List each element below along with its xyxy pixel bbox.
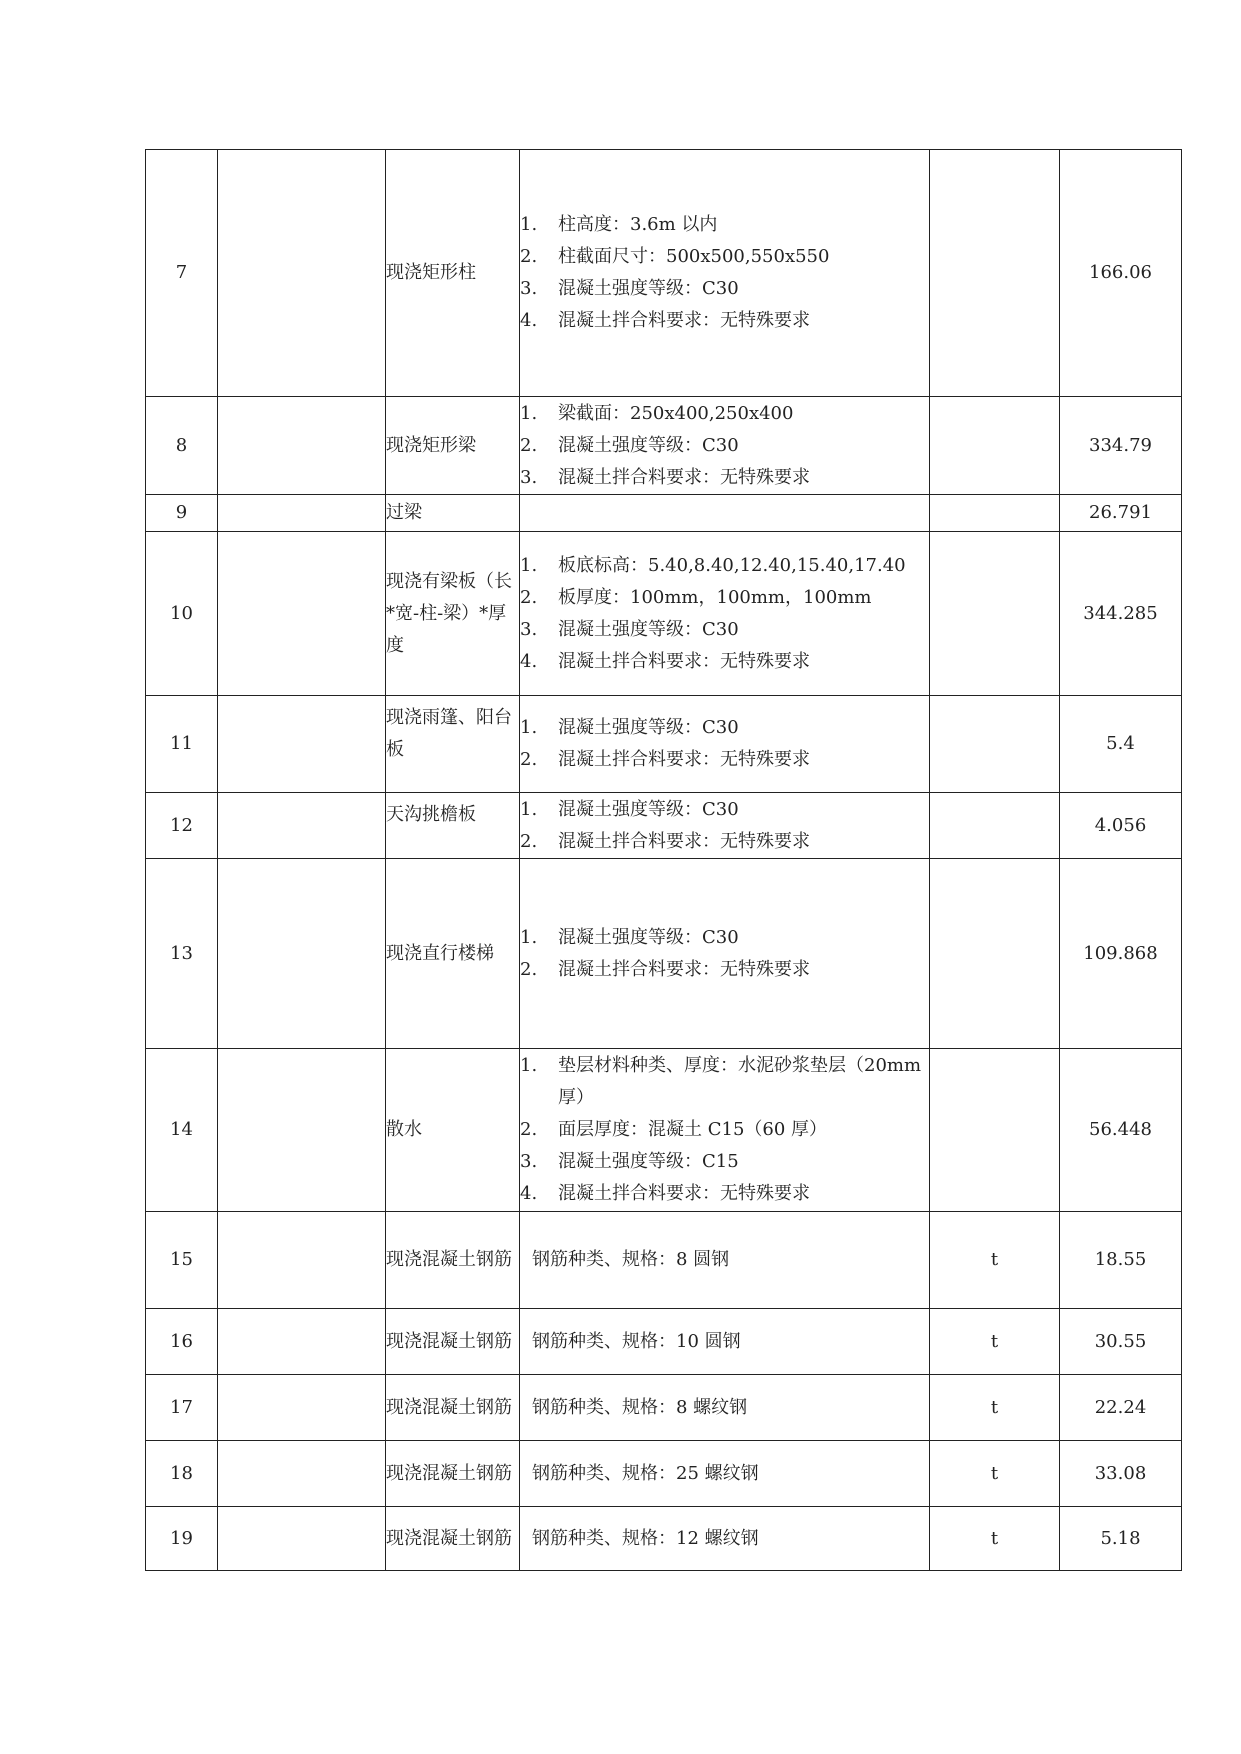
item-name: 现浇混凝土钢筋 — [386, 1375, 520, 1441]
item-code — [218, 150, 386, 397]
table-row — [146, 1441, 1182, 1507]
item-features — [520, 859, 930, 1049]
item-name: 现浇混凝土钢筋 — [386, 1441, 520, 1507]
table-row — [146, 793, 1182, 859]
item-code — [218, 1309, 386, 1375]
item-name: 现浇矩形柱 — [386, 150, 520, 397]
item-name: 现浇混凝土钢筋 — [386, 1309, 520, 1375]
table-row — [146, 532, 1182, 696]
item-quantity: 5.18 — [1060, 1507, 1182, 1571]
item-number: 10 — [146, 532, 218, 696]
table-row — [146, 1309, 1182, 1375]
table-row — [146, 495, 1182, 532]
feature-line: 1. 板底标高：5.40,8.40,12.40,15.40,17.40 — [520, 554, 906, 576]
item-unit — [930, 397, 1060, 495]
feature-line: 1. 柱高度：3.6m 以内 — [520, 214, 718, 235]
item-code — [218, 1507, 386, 1571]
item-number: 16 — [146, 1309, 218, 1375]
item-number: 11 — [146, 696, 218, 793]
item-unit: t — [930, 1212, 1060, 1309]
feature-line: 1. 垫层材料种类、厚度：水泥砂浆垫层（20mm 厚） — [520, 1055, 922, 1108]
item-name: 过梁 — [386, 495, 520, 532]
item-quantity: 5.4 — [1060, 696, 1182, 793]
item-spec: 钢筋种类、规格：12 螺纹钢 — [520, 1507, 930, 1571]
table-row — [146, 1375, 1182, 1441]
item-number: 7 — [146, 150, 218, 397]
item-code — [218, 696, 386, 793]
item-quantity: 33.08 — [1060, 1441, 1182, 1507]
item-code — [218, 793, 386, 859]
feature-line: 1. 混凝土强度等级：C30 — [520, 798, 739, 820]
item-spec: 钢筋种类、规格：8 螺纹钢 — [520, 1375, 930, 1441]
item-number: 18 — [146, 1441, 218, 1507]
item-code — [218, 1049, 386, 1212]
feature-line: 3. 混凝土强度等级：C30 — [520, 618, 739, 640]
item-unit — [930, 859, 1060, 1049]
item-features — [520, 397, 930, 495]
item-code — [218, 532, 386, 696]
item-code — [218, 397, 386, 495]
item-unit: t — [930, 1507, 1060, 1571]
feature-line: 2. 混凝土拌合料要求：无特殊要求 — [520, 958, 810, 980]
item-spec: 钢筋种类、规格：10 圆钢 — [520, 1309, 930, 1375]
table-row — [146, 1507, 1182, 1571]
item-unit — [930, 532, 1060, 696]
feature-line: 3. 混凝土强度等级：C30 — [520, 278, 739, 299]
item-quantity: 334.79 — [1060, 397, 1182, 495]
item-number: 17 — [146, 1375, 218, 1441]
item-unit — [930, 150, 1060, 397]
item-spec: 钢筋种类、规格：25 螺纹钢 — [520, 1441, 930, 1507]
table-row — [146, 1049, 1182, 1212]
feature-line: 2. 混凝土拌合料要求：无特殊要求 — [520, 749, 810, 770]
item-features — [520, 793, 930, 859]
item-number: 14 — [146, 1049, 218, 1212]
item-name: 现浇雨篷、阳台板 — [386, 696, 520, 793]
item-code — [218, 1441, 386, 1507]
table-row — [146, 1212, 1182, 1309]
item-unit — [930, 696, 1060, 793]
item-unit: t — [930, 1375, 1060, 1441]
item-quantity: 56.448 — [1060, 1049, 1182, 1212]
item-unit — [930, 495, 1060, 532]
item-code — [218, 859, 386, 1049]
item-spec: 钢筋种类、规格：8 圆钢 — [520, 1212, 930, 1309]
feature-line: 4. 混凝土拌合料要求：无特殊要求 — [520, 1183, 810, 1204]
item-features — [520, 150, 930, 397]
item-code — [218, 1375, 386, 1441]
feature-line: 1. 混凝土强度等级：C30 — [520, 926, 739, 948]
item-name: 现浇矩形梁 — [386, 397, 520, 495]
item-unit: t — [930, 1309, 1060, 1375]
item-number: 13 — [146, 859, 218, 1049]
item-unit — [930, 793, 1060, 859]
feature-line: 3. 混凝土拌合料要求：无特殊要求 — [520, 466, 810, 488]
item-name: 散水 — [386, 1049, 520, 1212]
feature-line: 2. 面层厚度：混凝土 C15（60 厚） — [520, 1119, 828, 1140]
item-unit — [930, 1049, 1060, 1212]
item-number: 15 — [146, 1212, 218, 1309]
item-quantity: 22.24 — [1060, 1375, 1182, 1441]
feature-line: 1. 混凝土强度等级：C30 — [520, 717, 739, 738]
item-quantity: 109.868 — [1060, 859, 1182, 1049]
table-row — [146, 150, 1182, 397]
table-row — [146, 397, 1182, 495]
feature-line: 2. 板厚度：100mm，100mm，100mm — [520, 586, 872, 608]
item-number: 19 — [146, 1507, 218, 1571]
item-features — [520, 696, 930, 793]
item-features — [520, 532, 930, 696]
item-quantity: 30.55 — [1060, 1309, 1182, 1375]
item-number: 12 — [146, 793, 218, 859]
item-name: 天沟挑檐板 — [386, 793, 520, 859]
feature-line: 4. 混凝土拌合料要求：无特殊要求 — [520, 650, 810, 672]
item-number: 8 — [146, 397, 218, 495]
feature-line: 2. 混凝土拌合料要求：无特殊要求 — [520, 830, 810, 852]
item-quantity: 18.55 — [1060, 1212, 1182, 1309]
bill-of-quantities-table — [145, 149, 1182, 1571]
item-features — [520, 495, 930, 532]
item-quantity: 4.056 — [1060, 793, 1182, 859]
feature-line: 3. 混凝土强度等级：C15 — [520, 1151, 739, 1172]
item-name: 现浇混凝土钢筋 — [386, 1212, 520, 1309]
item-name: 现浇直行楼梯 — [386, 859, 520, 1049]
table-row — [146, 696, 1182, 793]
table-row — [146, 859, 1182, 1049]
item-quantity: 26.791 — [1060, 495, 1182, 532]
item-unit: t — [930, 1441, 1060, 1507]
feature-line: 1. 梁截面：250x400,250x400 — [520, 402, 794, 424]
feature-line: 4. 混凝土拌合料要求：无特殊要求 — [520, 310, 810, 331]
item-features — [520, 1049, 930, 1212]
item-code — [218, 1212, 386, 1309]
item-name: 现浇有梁板（长*宽-柱-梁）*厚度 — [386, 532, 520, 696]
item-quantity: 344.285 — [1060, 532, 1182, 696]
item-name: 现浇混凝土钢筋 — [386, 1507, 520, 1571]
item-number: 9 — [146, 495, 218, 532]
item-quantity: 166.06 — [1060, 150, 1182, 397]
feature-line: 2. 混凝土强度等级：C30 — [520, 434, 739, 456]
item-code — [218, 495, 386, 532]
feature-line: 2. 柱截面尺寸：500x500,550x550 — [520, 246, 830, 267]
